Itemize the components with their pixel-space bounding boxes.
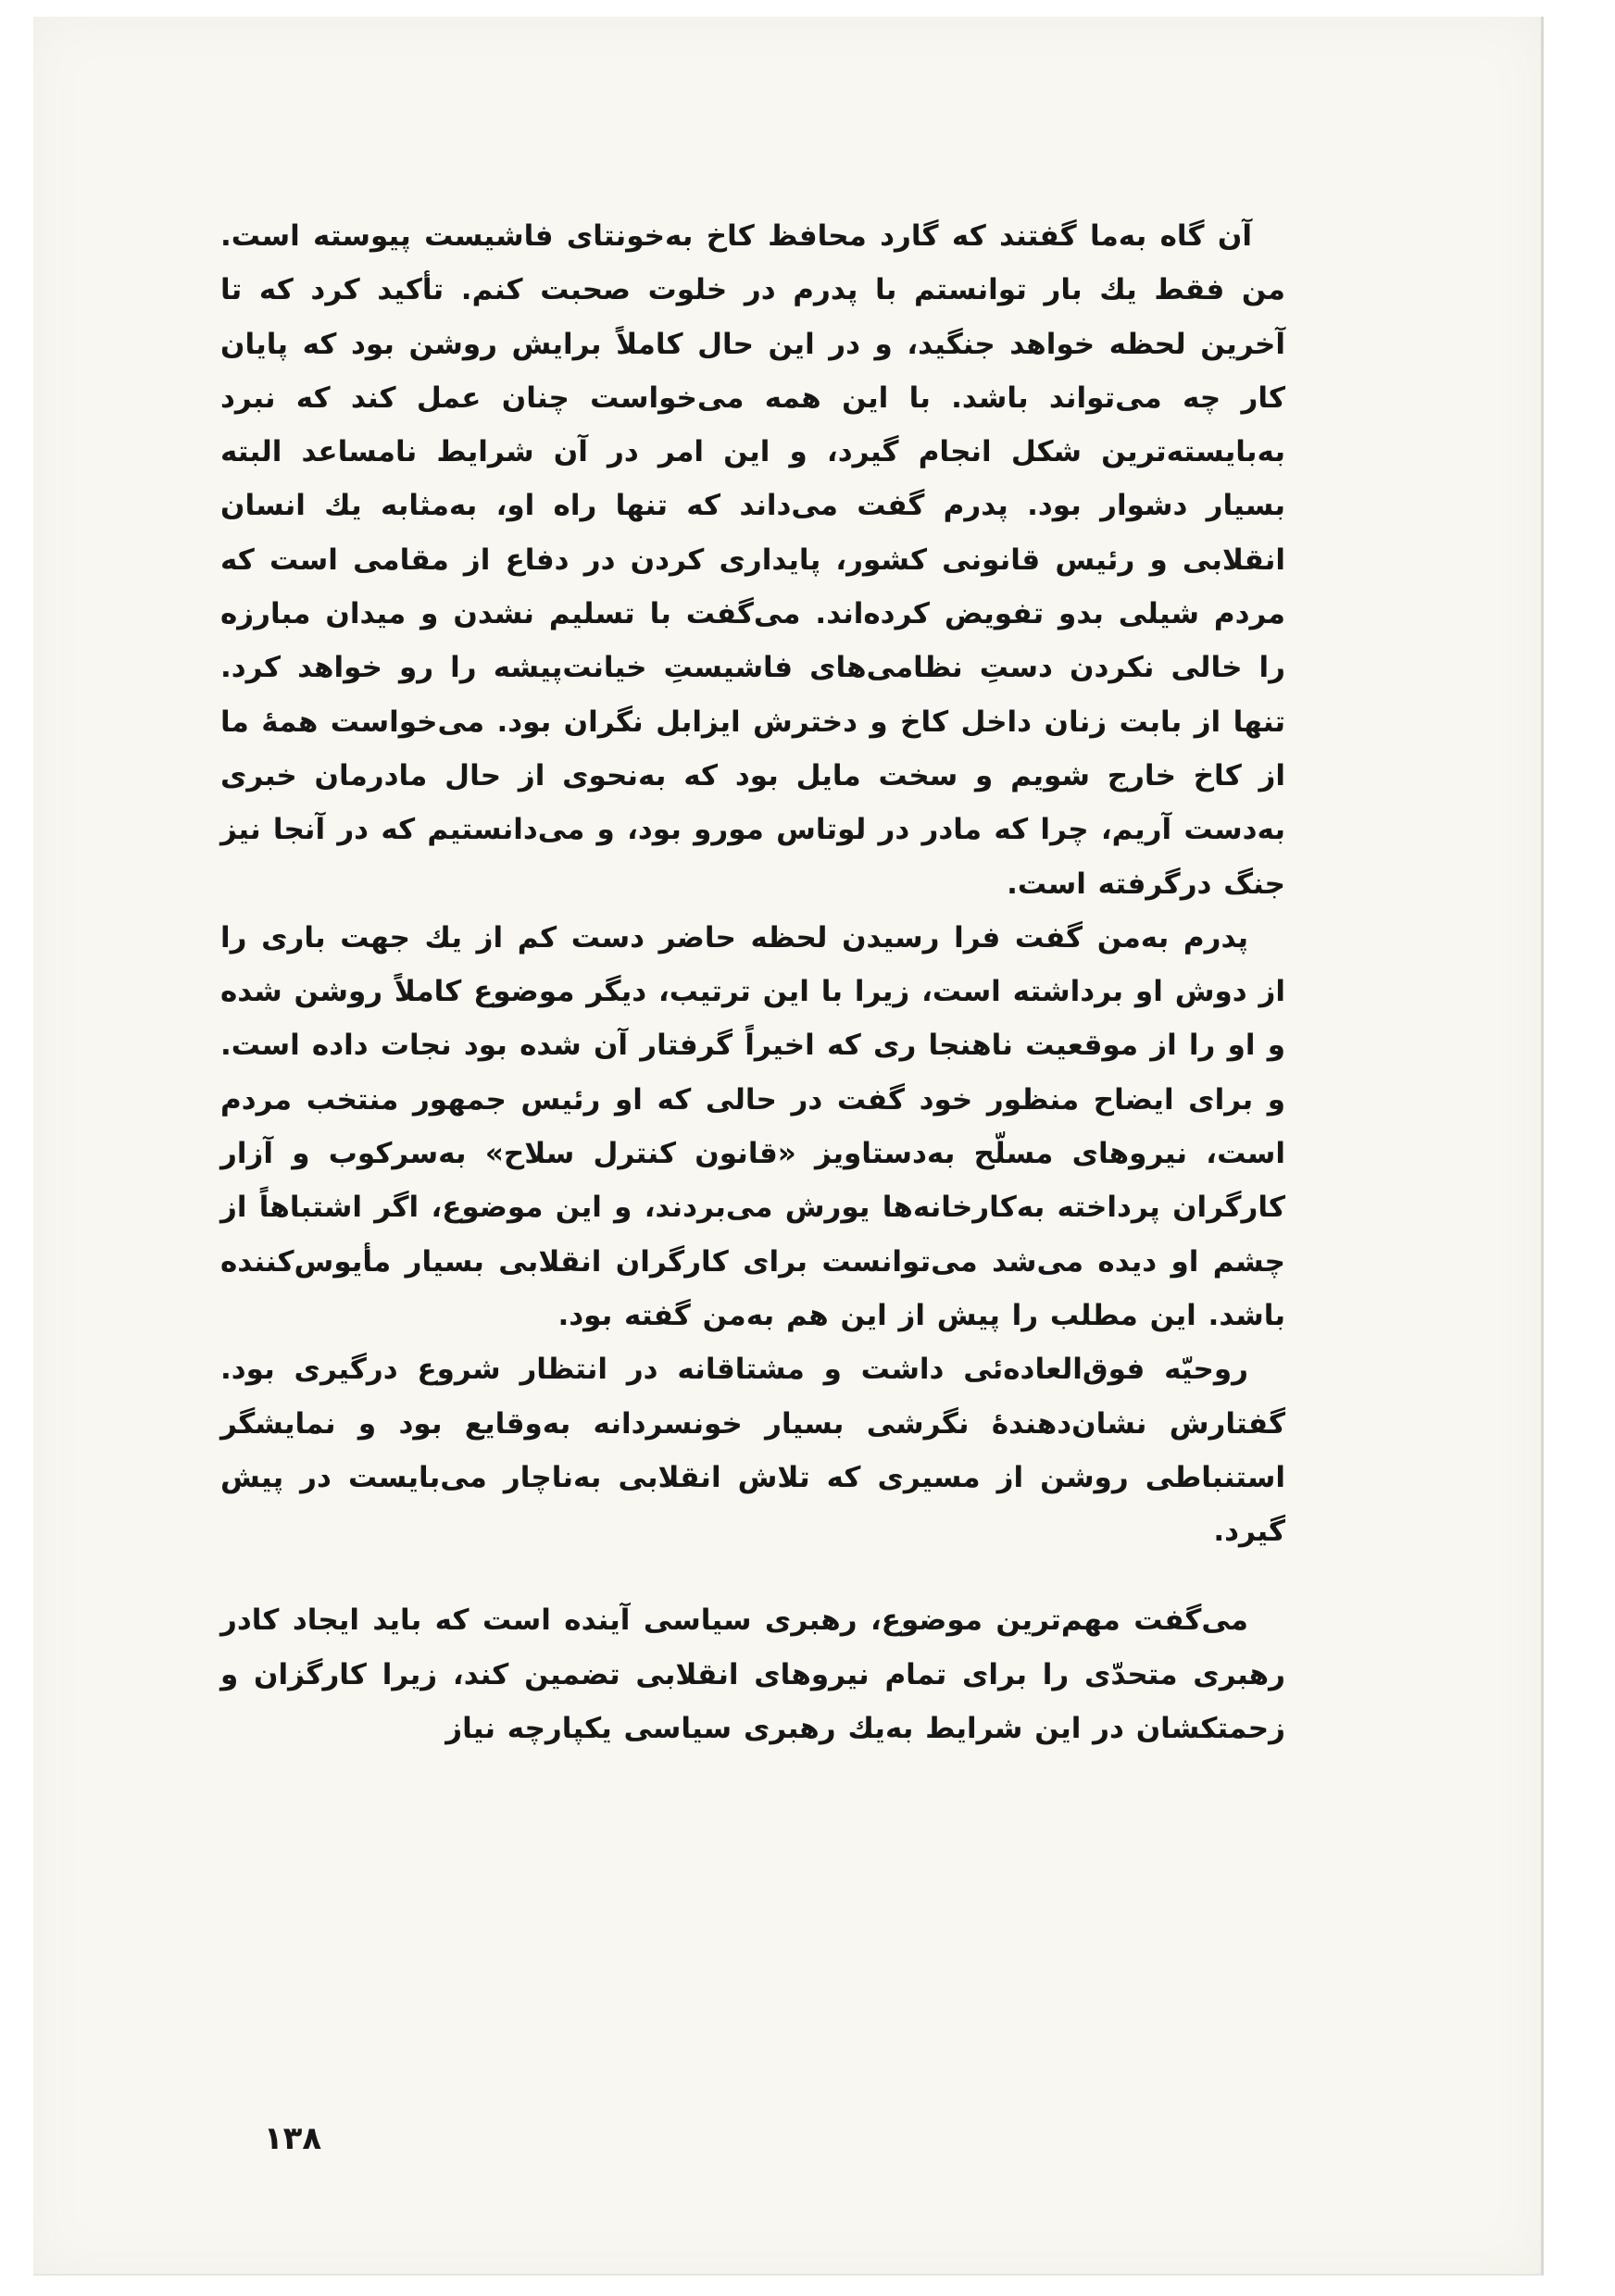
page-number: ۱۳۸: [263, 2120, 322, 2157]
body-text: [220, 209, 1285, 1755]
paragraph-1: آن گاه به‌ما گفتند که گارد محافظ کاخ به‌خونتای فاشیست پیوسته است. من فقط یك بار توانستم با پدرم در خلوت صحبت کنم. تأکید کرد که تا آخرین لحظه خواهد جنگید، و در این حال کاملاً برایش روشن بود که پایان کار چه می‌تواند باشد. با این همه می‌خواست چنان عمل کند که نبرد به‌بایسته‌ترین شکل انجام گیرد، و این امر در آن شرایط نامساعد البته بسیار دشوار بود. پدرم گفت می‌داند که تنها راه او، به‌مثابه یك انسان انقلابی و رئیس قانونی کشور، پایداری کردن در دفاع از مقامی است که مردم شیلی بدو تفویض کرده‌اند. می‌گفت با تسلیم نشدن و میدان مبارزه را خالی نکردن دستِ نظامی‌های فاشیستِ خیانت‌پیشه را رو خواهد کرد. تنها از بابت زنان داخل کاخ و دخترش ایزابل نگران بود. می‌خواست همهٔ ما از کاخ خارج شویم و سخت مایل بود که به‌نحوی از حال مادرمان خبری به‌دست آریم، چرا که مادر در لوتاس مورو بود، و می‌دانستیم که در آنجا نیز جنگ درگرفته است.: [220, 219, 1285, 901]
paragraph-2: پدرم به‌من گفت فرا رسیدن لحظه حاضر دست کم از یك جهت باری را از دوش او برداشته است، زیرا با این ترتیب، دیگر موضوع کاملاً روشن شده و او را از موقعیت ناهنجا ری که اخیراً گرفتار آن شده بود نجات داده است. و برای ایضاح منظور خود گفت در حالی که او رئیس جمهور منتخب مردم است، نیروهای مسلّح به‌دستاویز «قانون کنترل سلاح» به‌سرکوب و آزار کارگران پرداخته به‌کارخانه‌ها یورش می‌بردند، و این موضوع، اگر اشتباهاً از چشم او دیده می‌شد می‌توانست برای کارگران انقلابی بسیار مأیوس‌کننده باشد. این مطلب را پیش از این هم به‌من گفته بود.: [220, 920, 1285, 1332]
paragraph-4: می‌گفت مهم‌ترین موضوع، رهبری سیاسی آینده است که باید ایجاد کادر رهبری متحدّی را برای تمام نیروهای انقلابی تضمین کند، زیرا کارگزان و زحمتکشان در این شرایط به‌یك رهبری سیاسی یکپارچه نیاز: [220, 1603, 1285, 1746]
paragraph-3: روحیّه فوق‌العاده‌ئی داشت و مشتاقانه در انتظار شروع درگیری بود. گفتارش نشان‌دهندهٔ نگرشی بسیار خونسردانه به‌وقایع بود و نمایشگر استنباطی روشن از مسیری که تلاش انقلابی به‌ناچار می‌بایست در پیش گیرد.: [220, 1353, 1285, 1549]
